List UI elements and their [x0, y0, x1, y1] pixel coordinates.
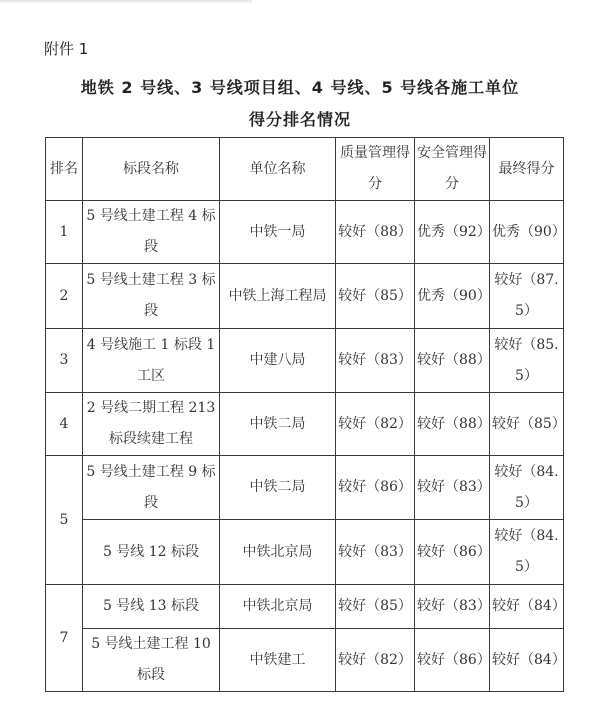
quality-cell: 较好（82）	[336, 393, 415, 456]
final-cell: 较好（84）	[490, 585, 564, 629]
table-row	[46, 264, 564, 329]
section-cell: 5 号线土建工程 10 标段	[83, 629, 220, 692]
rank-cell: 2	[46, 264, 83, 329]
quality-cell: 较好（83）	[336, 329, 415, 393]
section-cell: 5 号线土建工程 3 标段	[83, 264, 220, 329]
quality-cell: 较好（82）	[336, 629, 415, 692]
quality-cell: 较好（85）	[336, 585, 415, 629]
unit-cell: 中铁上海工程局	[220, 264, 336, 329]
score-ranking-table	[45, 137, 564, 692]
quality-cell: 较好（86）	[336, 456, 415, 520]
safety-cell: 较好（83）	[415, 585, 490, 629]
unit-cell: 中建八局	[220, 329, 336, 393]
section-cell: 2 号线二期工程 213 标段续建工程	[83, 393, 220, 456]
table-row	[46, 520, 564, 585]
rank-cell: 4	[46, 393, 83, 456]
unit-cell: 中铁二局	[220, 456, 336, 520]
section-cell: 4 号线施工 1 标段 1 工区	[83, 329, 220, 393]
header-section-name: 标段名称	[83, 138, 220, 201]
rank-cell: 1	[46, 201, 83, 264]
safety-cell: 优秀（90）	[415, 264, 490, 329]
unit-cell: 中铁二局	[220, 393, 336, 456]
header-unit-name: 单位名称	[220, 138, 336, 201]
unit-cell: 中铁北京局	[220, 520, 336, 585]
final-cell: 较好（84）	[490, 629, 564, 692]
unit-cell: 中铁一局	[220, 201, 336, 264]
section-cell: 5 号线土建工程 9 标段	[83, 456, 220, 520]
top-scroll-shadow	[0, 0, 252, 3]
attachment-label: 附件 1	[44, 40, 89, 58]
section-cell: 5 号线土建工程 4 标段	[83, 201, 220, 264]
final-cell: 较好（85.5）	[490, 329, 564, 393]
table-header-row	[46, 138, 564, 201]
document-title: 地铁 2 号线、3 号线项目组、4 号线、5 号线各施工单位	[80, 78, 520, 97]
safety-cell: 较好（88）	[415, 329, 490, 393]
unit-cell: 中铁建工	[220, 629, 336, 692]
document-subtitle: 得分排名情况	[248, 110, 351, 129]
safety-cell: 较好（88）	[415, 393, 490, 456]
final-cell: 较好（85）	[490, 393, 564, 456]
table-row	[46, 329, 564, 393]
safety-cell: 较好（83）	[415, 456, 490, 520]
unit-cell: 中铁北京局	[220, 585, 336, 629]
table-row	[46, 456, 564, 520]
rank-cell: 3	[46, 329, 83, 393]
final-cell: 较好（84.5）	[490, 456, 564, 520]
header-final-score: 最终得分	[490, 138, 564, 201]
final-cell: 较好（84.5）	[490, 520, 564, 585]
table-row	[46, 201, 564, 264]
quality-cell: 较好（83）	[336, 520, 415, 585]
header-safety-score: 安全管理得分	[415, 138, 490, 201]
safety-cell: 优秀（92）	[415, 201, 490, 264]
final-cell: 较好（87.5）	[490, 264, 564, 329]
header-rank: 排名	[46, 138, 83, 201]
rank-cell: 5	[46, 456, 83, 585]
final-cell: 优秀（90）	[490, 201, 564, 264]
header-quality-score: 质量管理得分	[336, 138, 415, 201]
safety-cell: 较好（86）	[415, 629, 490, 692]
table-row	[46, 629, 564, 692]
quality-cell: 较好（85）	[336, 264, 415, 329]
safety-cell: 较好（86）	[415, 520, 490, 585]
quality-cell: 较好（88）	[336, 201, 415, 264]
table-row	[46, 585, 564, 629]
section-cell: 5 号线 13 标段	[83, 585, 220, 629]
table-row	[46, 393, 564, 456]
section-cell: 5 号线 12 标段	[83, 520, 220, 585]
rank-cell: 7	[46, 585, 83, 692]
